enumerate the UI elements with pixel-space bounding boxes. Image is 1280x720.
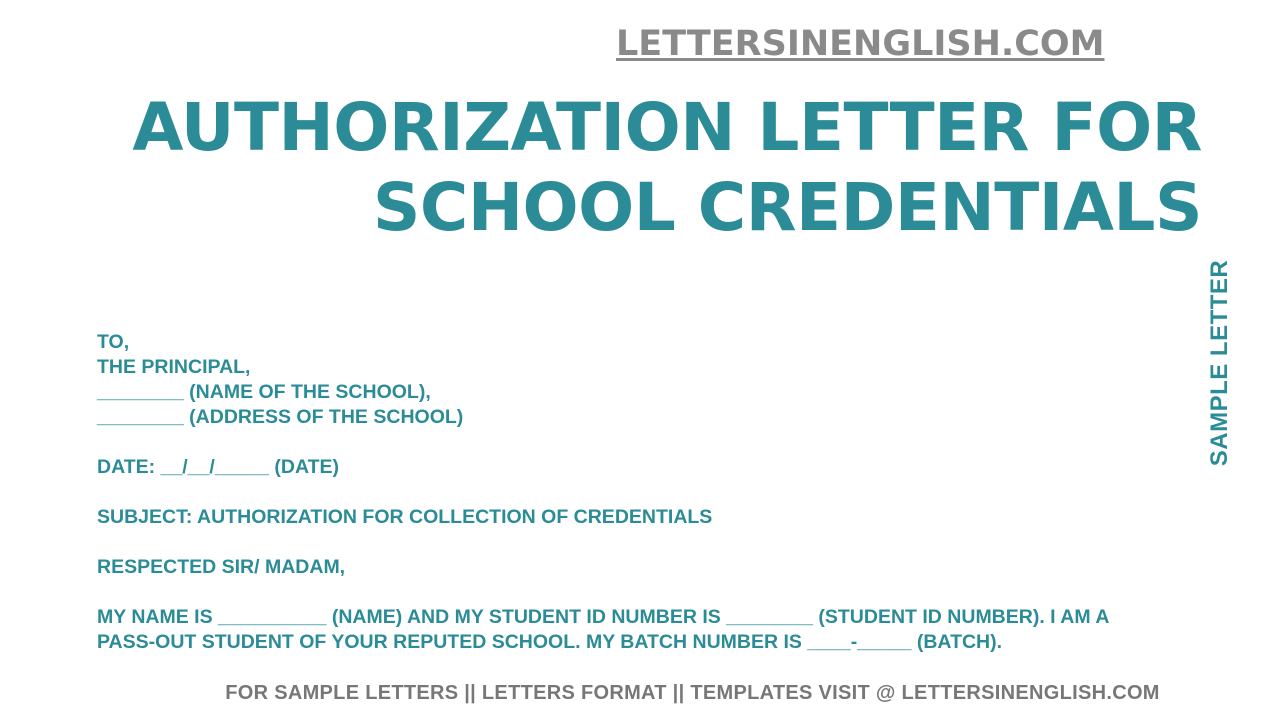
- spacer: [97, 530, 1109, 555]
- page-title: [132, 88, 1202, 248]
- spacer: [97, 430, 1109, 455]
- letter-body-line-1: MY NAME IS __________ (NAME) AND MY STUDENT ID NUMBER IS ________ (STUDENT ID NUMBER). I AM A: [97, 606, 1110, 628]
- letter-date: DATE: __/__/_____ (DATE): [97, 456, 340, 478]
- letter-subject: SUBJECT: AUTHORIZATION FOR COLLECTION OF CREDENTIALS: [97, 506, 713, 528]
- footer-banner: FOR SAMPLE LETTERS || LETTERS FORMAT || TEMPLATES VISIT @ LETTERSINENGLISH.COM: [225, 682, 1160, 704]
- letter-school-name: ________ (NAME OF THE SCHOOL),: [97, 381, 431, 403]
- title-line-1: AUTHORIZATION LETTER FOR: [132, 89, 1202, 166]
- title-line-2: SCHOOL CREDENTIALS: [372, 169, 1202, 246]
- letter-body: [97, 330, 1109, 655]
- letter-body-line-2: PASS-OUT STUDENT OF YOUR REPUTED SCHOOL. MY BATCH NUMBER IS ____-_____ (BATCH).: [97, 631, 1003, 653]
- letter-to: TO,: [97, 331, 130, 353]
- letter-recipient: THE PRINCIPAL,: [97, 356, 251, 378]
- sample-letter-label: SAMPLE LETTER: [1206, 259, 1233, 467]
- spacer: [97, 580, 1109, 605]
- site-link[interactable]: LETTERSINENGLISH.COM: [616, 24, 1105, 64]
- spacer: [97, 480, 1109, 505]
- letter-salutation: RESPECTED SIR/ MADAM,: [97, 556, 346, 578]
- letter-school-address: ________ (ADDRESS OF THE SCHOOL): [97, 406, 464, 428]
